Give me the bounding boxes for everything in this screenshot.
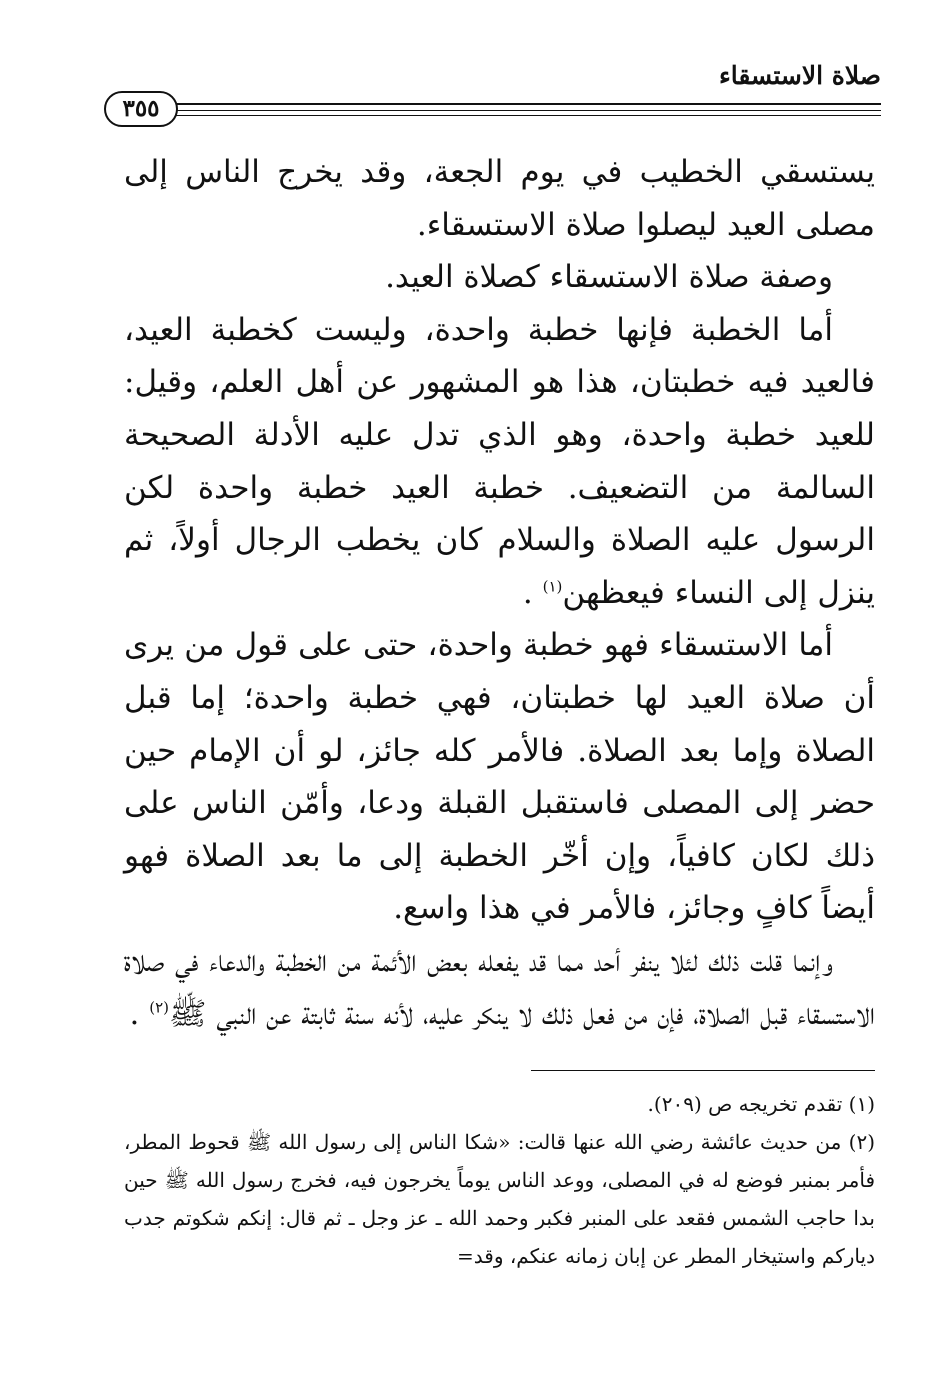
- paragraph-end: .: [522, 574, 543, 611]
- paragraph-text: أما الخطبة فإنها خطبة واحدة، وليست كخطبة العيد، فالعيد فيه خطبتان، هذا هو المشهور عن أهل العلم، وقيل: للعيد خطبة واحدة، وهو الذي تدل عليه الأدلة الصحيحة السالمة من التضعيف. خطبة العيد خطبة واحدة لكن الرسول عليه الصلاة والسلام كان يخطب الرجال أولاً، ثم ينزل إلى النساء فيعظهن: [124, 311, 875, 611]
- paragraph-end: .: [129, 995, 150, 1032]
- page-number-badge: ٣٥٥: [104, 91, 178, 127]
- paragraph: [124, 304, 875, 620]
- header-rule-thin: [176, 115, 881, 116]
- footnote-2: (٢) من حديث عائشة رضي الله عنها قالت: «شكا الناس إلى رسول الله ﷺ قحوط المطر، فأمر بمنبر فوضع له في المصلى، ووعد الناس يوماً يخرجون فيه، فخرج رسول الله ﷺ حين بدا حاجب الشمس فقعد على المنبر فكبر وحمد الله ـ عز وجل ـ ثم قال: إنكم شكوتم جدب دياركم واستيخار المطر عن إبان زمانه عنكم، وقد=: [124, 1130, 875, 1268]
- paragraph: [124, 935, 875, 1040]
- running-header-title: صلاة الاستسقاء: [719, 61, 881, 90]
- footnote-separator: [531, 1070, 875, 1071]
- paragraph: أما الاستسقاء فهو خطبة واحدة، حتى على قول من يرى أن صلاة العيد لها خطبتان، فهي خطبة واحدة؛ إما قبل الصلاة وإما بعد الصلاة. فالأمر كله جائز، لو أن الإمام حين حضر إلى المصلى فاستقبل القبلة ودعا، وأمّن الناس على ذلك لكان كافياً، وإن أخّر الخطبة إلى ما بعد الصلاة فهو أيضاً كافٍ وجائز، فالأمر في هذا واسع.: [124, 627, 875, 927]
- footnotes: [124, 1085, 875, 1275]
- header-rule-thin: [176, 110, 881, 111]
- paragraph: يستسقي الخطيب في يوم الجعة، وقد يخرج الناس إلى مصلى العيد ليصلوا صلاة الاستسقاء.: [124, 154, 875, 243]
- paragraph: وصفة صلاة الاستسقاء كصلاة العيد.: [385, 259, 833, 296]
- footnote-1: (١) تقدم تخريجه ص (٢٠٩).: [647, 1092, 875, 1116]
- main-text: [124, 146, 875, 1040]
- header-rule: [176, 103, 881, 105]
- footnote-ref-2: (٢): [149, 998, 170, 1017]
- footnote-ref-1: (١): [542, 577, 563, 596]
- paragraph-text: وإنما قلت ذلك لئلا ينفر أحد مما قد يفعله بعض الأئمة من الخطبة والدعاء في صلاة الاستسقاء قبل الصلاة، فإن من فعل ذلك لا ينكر عليه، لأنه سنة ثابتة عن النبي ﷺ: [124, 942, 875, 1032]
